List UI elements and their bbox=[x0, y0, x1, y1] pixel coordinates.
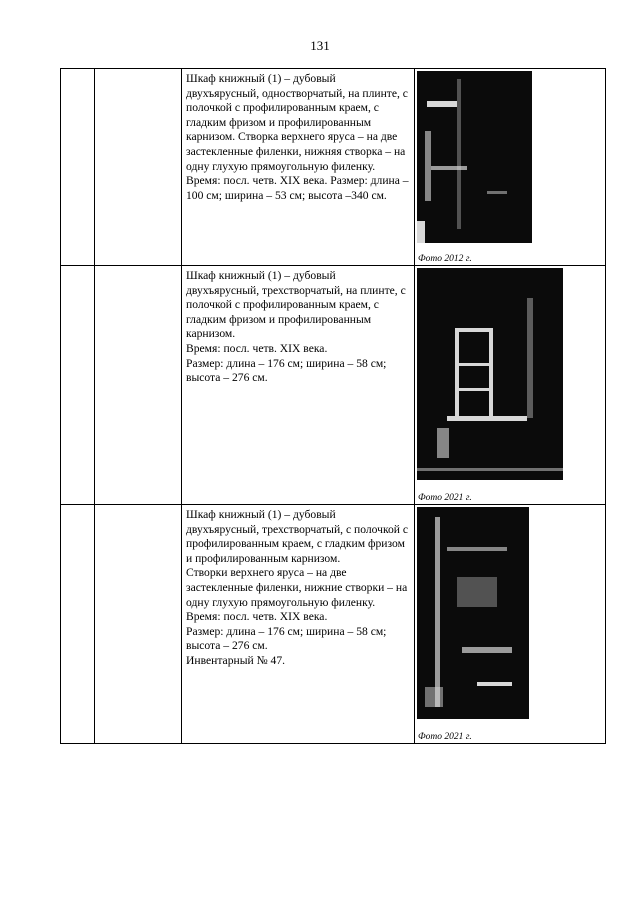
description-paragraph: Инвентарный № 47. bbox=[186, 653, 286, 667]
photo-cell bbox=[415, 505, 606, 744]
description-paragraph: Время: посл. четв. XIX века. Размер: длина – 100 см; ширина – 53 см; высота –340 см. bbox=[186, 174, 409, 202]
name-cell bbox=[95, 505, 182, 744]
description-paragraph: Время: посл. четв. XIX века. bbox=[186, 341, 328, 355]
description-paragraph: Створки верхнего яруса – на две застекленные филенки, нижние створки – на одну глухую прямоугольную филенку. bbox=[186, 566, 408, 609]
photo-caption: Фото 2021 г. bbox=[418, 732, 472, 742]
name-cell bbox=[95, 266, 182, 505]
table-row bbox=[61, 266, 606, 505]
description-paragraph: Время: посл. четв. XIX века. bbox=[186, 610, 328, 624]
description-paragraph: Шкаф книжный (1) – дубовый двухъярусный, трехстворчатый, с полочкой с профилированным краем, с гладким фризом и профилированным карнизом. bbox=[186, 508, 409, 565]
number-cell bbox=[61, 505, 95, 744]
table-row bbox=[61, 505, 606, 744]
description-paragraph: Размер: длина – 176 см; ширина – 58 см; высота – 276 см. bbox=[186, 624, 387, 653]
description-cell bbox=[182, 266, 415, 505]
photo-caption: Фото 2012 г. bbox=[418, 254, 472, 264]
cabinet-photo bbox=[417, 507, 529, 719]
description-cell bbox=[182, 505, 415, 744]
page-number: 131 bbox=[310, 38, 330, 53]
name-cell bbox=[95, 69, 182, 266]
photo-cell bbox=[415, 69, 606, 266]
table-row bbox=[61, 69, 606, 266]
photo-cell bbox=[415, 266, 606, 505]
description-paragraph: Шкаф книжный (1) – дубовый двухъярусный, одностворчатый, на плинте, с полочкой с профилированным краем, с гладким фризом и профилированным карнизом. Створка верхнего яруса – на две застекленные филенки, нижняя створка – на одну глухую прямоугольную филенку. bbox=[186, 72, 408, 173]
description-paragraph: Шкаф книжный (1) – дубовый двухъярусный, трехстворчатый, на плинте, с полочкой с профилированным краем, с гладким фризом и профилированным карнизом. bbox=[186, 269, 406, 341]
cabinet-photo bbox=[417, 71, 532, 243]
inventory-table bbox=[60, 68, 606, 744]
cabinet-photo bbox=[417, 268, 563, 480]
number-cell bbox=[61, 266, 95, 505]
number-cell bbox=[61, 69, 95, 266]
description-cell bbox=[182, 69, 415, 266]
photo-caption: Фото 2021 г. bbox=[418, 493, 472, 503]
description-paragraph: Размер: длина – 176 см; ширина – 58 см; высота – 276 см. bbox=[186, 356, 387, 385]
